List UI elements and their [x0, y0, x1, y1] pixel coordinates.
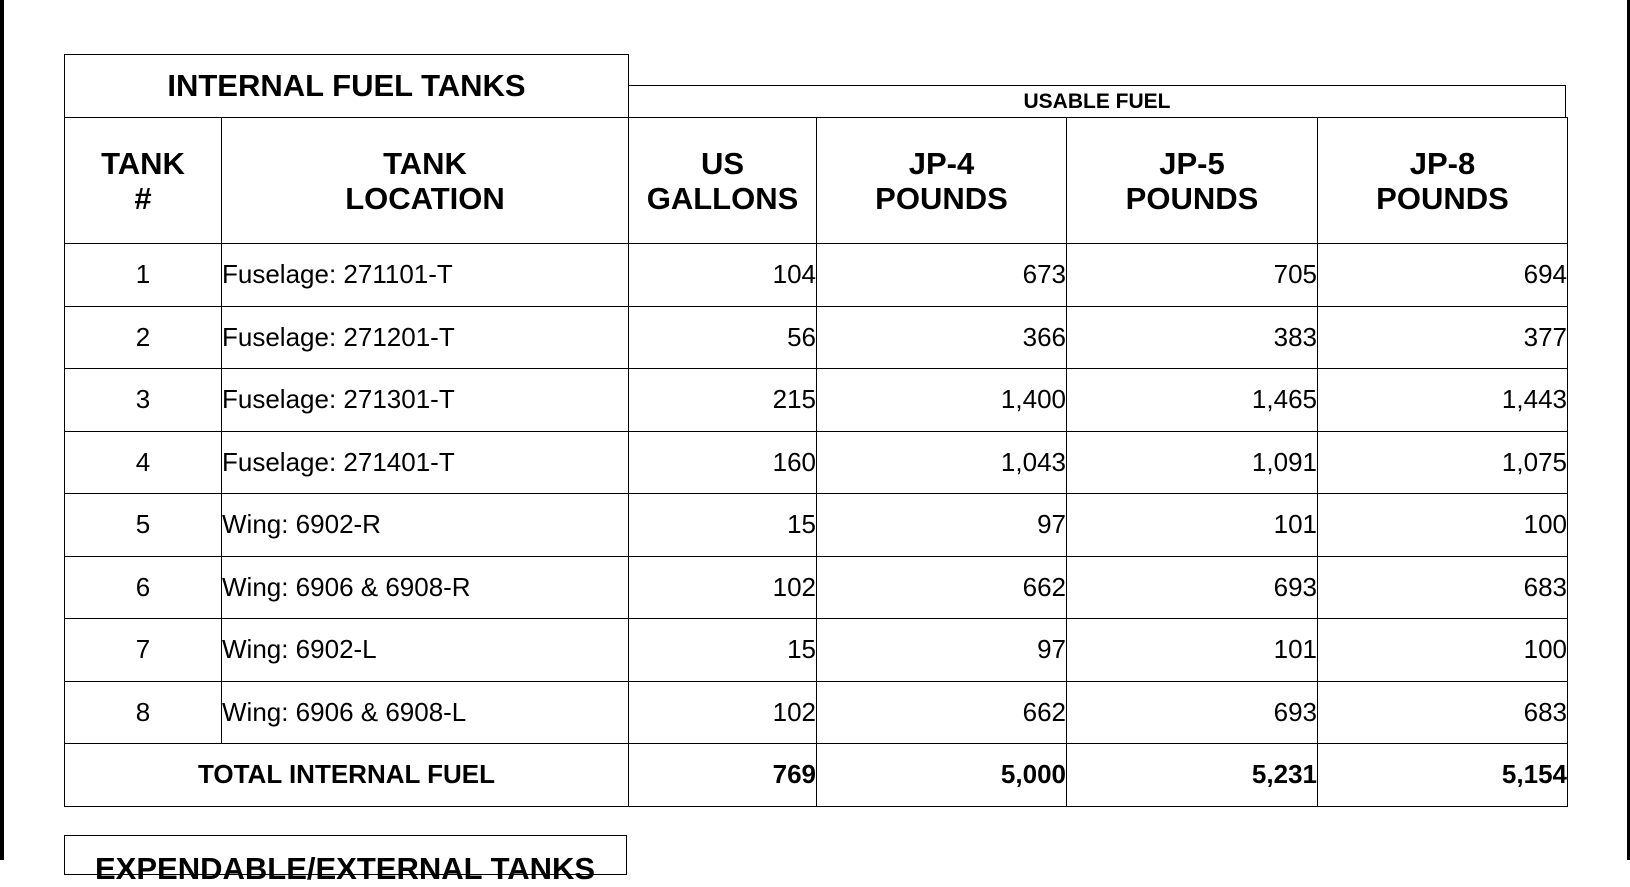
col-header-jp8-pounds: JP-8 POUNDS [1318, 118, 1568, 244]
jp8-pounds: 683 [1318, 681, 1568, 744]
jp8-pounds: 1,443 [1318, 369, 1568, 432]
jp5-pounds: 383 [1067, 306, 1318, 369]
table-row [65, 494, 1568, 557]
jp4-pounds: 366 [817, 306, 1067, 369]
table-title: INTERNAL FUEL TANKS [64, 54, 629, 118]
tank-location: Fuselage: 271301-T [222, 369, 629, 432]
table-row [65, 619, 1568, 682]
jp8-pounds: 683 [1318, 556, 1568, 619]
tank-location: Wing: 6906 & 6908-R [222, 556, 629, 619]
tank-number: 3 [65, 369, 222, 432]
us-gallons: 56 [629, 306, 817, 369]
jp8-pounds: 694 [1318, 244, 1568, 307]
jp5-pounds: 693 [1067, 681, 1318, 744]
total-row [65, 744, 1568, 807]
jp8-pounds: 377 [1318, 306, 1568, 369]
total-label: TOTAL INTERNAL FUEL [65, 744, 629, 807]
table-row [65, 681, 1568, 744]
us-gallons: 15 [629, 494, 817, 557]
col-header-jp4-pounds: JP-4 POUNDS [817, 118, 1067, 244]
jp4-pounds: 662 [817, 681, 1067, 744]
tank-location: Fuselage: 271401-T [222, 431, 629, 494]
tank-number: 5 [65, 494, 222, 557]
jp4-pounds: 662 [817, 556, 1067, 619]
next-section-title: EXPENDABLE/EXTERNAL TANKS [95, 851, 596, 886]
next-section-title-box [64, 835, 627, 886]
table-row [65, 306, 1568, 369]
tank-number: 2 [65, 306, 222, 369]
jp5-pounds: 705 [1067, 244, 1318, 307]
jp4-pounds: 1,043 [817, 431, 1067, 494]
tank-location: Wing: 6902-L [222, 619, 629, 682]
jp5-pounds: 1,091 [1067, 431, 1318, 494]
table-row [65, 369, 1568, 432]
jp4-pounds: 97 [817, 494, 1067, 557]
us-gallons: 104 [629, 244, 817, 307]
total-jp5-pounds: 5,231 [1067, 744, 1318, 807]
table-row [65, 244, 1568, 307]
us-gallons: 102 [629, 556, 817, 619]
tank-location: Wing: 6902-R [222, 494, 629, 557]
usable-fuel-group-header: USABLE FUEL [628, 85, 1566, 118]
table-row [65, 556, 1568, 619]
jp5-pounds: 101 [1067, 619, 1318, 682]
tank-number: 1 [65, 244, 222, 307]
jp5-pounds: 693 [1067, 556, 1318, 619]
tank-number: 7 [65, 619, 222, 682]
jp8-pounds: 100 [1318, 494, 1568, 557]
jp8-pounds: 1,075 [1318, 431, 1568, 494]
col-header-us-gallons: US GALLONS [629, 118, 817, 244]
table-row [65, 431, 1568, 494]
header-row [65, 118, 1568, 244]
jp4-pounds: 673 [817, 244, 1067, 307]
jp8-pounds: 100 [1318, 619, 1568, 682]
jp5-pounds: 101 [1067, 494, 1318, 557]
tank-location: Fuselage: 271101-T [222, 244, 629, 307]
us-gallons: 215 [629, 369, 817, 432]
col-header-jp5-pounds: JP-5 POUNDS [1067, 118, 1318, 244]
jp4-pounds: 1,400 [817, 369, 1067, 432]
total-us-gallons: 769 [629, 744, 817, 807]
tank-location: Wing: 6906 & 6908-L [222, 681, 629, 744]
total-jp4-pounds: 5,000 [817, 744, 1067, 807]
us-gallons: 160 [629, 431, 817, 494]
internal-fuel-table [64, 117, 1568, 807]
us-gallons: 102 [629, 681, 817, 744]
jp5-pounds: 1,465 [1067, 369, 1318, 432]
col-header-tank-number: TANK # [65, 118, 222, 244]
total-jp8-pounds: 5,154 [1318, 744, 1568, 807]
tank-number: 6 [65, 556, 222, 619]
tank-number: 4 [65, 431, 222, 494]
us-gallons: 15 [629, 619, 817, 682]
page-left-border [0, 0, 4, 860]
tank-number: 8 [65, 681, 222, 744]
col-header-tank-location: TANK LOCATION [222, 118, 629, 244]
tank-location: Fuselage: 271201-T [222, 306, 629, 369]
jp4-pounds: 97 [817, 619, 1067, 682]
